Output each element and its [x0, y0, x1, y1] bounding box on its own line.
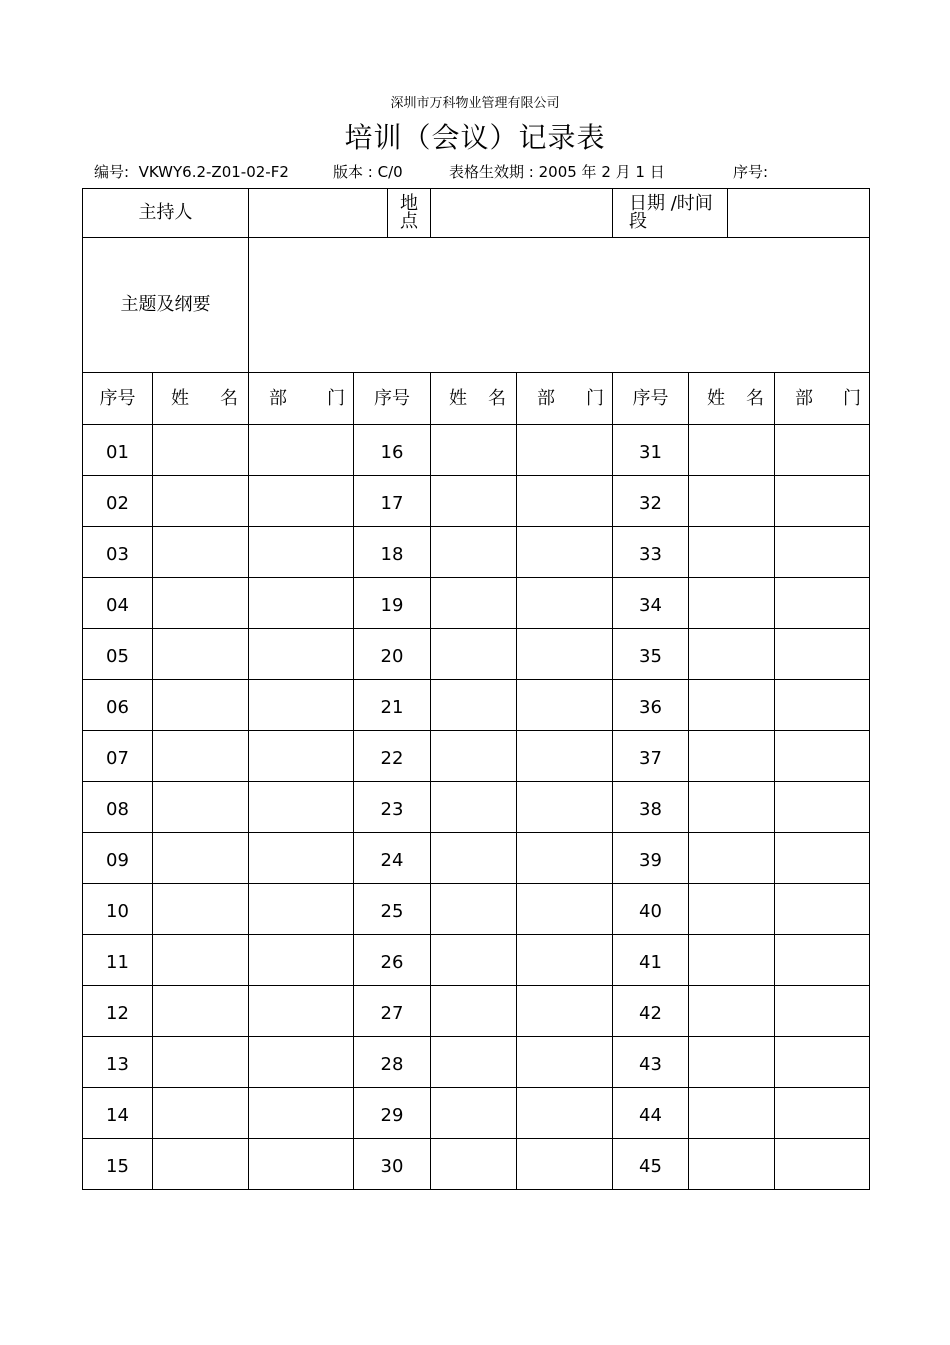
- page-title: 培训（会议）记录表: [344, 121, 606, 154]
- name-field[interactable]: [689, 731, 775, 782]
- location-field[interactable]: [431, 189, 613, 238]
- name-field[interactable]: [431, 680, 517, 731]
- name-field[interactable]: [153, 1037, 249, 1088]
- department-field[interactable]: [517, 986, 613, 1037]
- header-dept-2: 部 门: [517, 373, 613, 425]
- department-field[interactable]: [775, 1088, 870, 1139]
- seq-number-cell: 43: [613, 1037, 689, 1088]
- department-field[interactable]: [249, 986, 354, 1037]
- form-code-value: VKWY6.2-Z01-02-F2: [138, 163, 289, 181]
- name-field[interactable]: [689, 476, 775, 527]
- department-field[interactable]: [249, 1088, 354, 1139]
- table-row: [83, 680, 870, 731]
- seq-number-cell: 03: [83, 527, 153, 578]
- topic-field[interactable]: [249, 238, 870, 373]
- header-seq-1: 序号: [83, 373, 153, 425]
- department-field[interactable]: [249, 1139, 354, 1190]
- name-field[interactable]: [431, 527, 517, 578]
- name-field[interactable]: [431, 629, 517, 680]
- header-dept-1: 部 门: [249, 373, 354, 425]
- name-field[interactable]: [431, 425, 517, 476]
- department-field[interactable]: [249, 629, 354, 680]
- datetime-field[interactable]: [728, 189, 870, 238]
- name-field[interactable]: [431, 1037, 517, 1088]
- info-row: [83, 189, 870, 238]
- seq-number-cell: 36: [613, 680, 689, 731]
- department-field[interactable]: [775, 1037, 870, 1088]
- form-version-value: C/0: [377, 163, 403, 181]
- seq-number-cell: 06: [83, 680, 153, 731]
- department-field[interactable]: [775, 680, 870, 731]
- name-field[interactable]: [689, 1139, 775, 1190]
- department-field[interactable]: [517, 1037, 613, 1088]
- name-field[interactable]: [431, 782, 517, 833]
- department-field[interactable]: [249, 884, 354, 935]
- name-field[interactable]: [689, 1088, 775, 1139]
- seq-number-cell: 11: [83, 935, 153, 986]
- seq-number-cell: 33: [613, 527, 689, 578]
- header-name-3: 姓 名: [689, 373, 775, 425]
- table-row: [83, 629, 870, 680]
- seq-number-cell: 34: [613, 578, 689, 629]
- seq-number-cell: 42: [613, 986, 689, 1037]
- name-field[interactable]: [689, 935, 775, 986]
- name-field[interactable]: [153, 527, 249, 578]
- table-row: [83, 425, 870, 476]
- seq-number-cell: 45: [613, 1139, 689, 1190]
- name-field[interactable]: [431, 578, 517, 629]
- department-field[interactable]: [775, 833, 870, 884]
- department-field[interactable]: [249, 935, 354, 986]
- table-row: [83, 578, 870, 629]
- seq-number-cell: 26: [354, 935, 431, 986]
- header-name-2: 姓 名: [431, 373, 517, 425]
- department-field[interactable]: [775, 884, 870, 935]
- name-field[interactable]: [689, 833, 775, 884]
- department-field[interactable]: [517, 884, 613, 935]
- topic-row: [83, 238, 870, 373]
- form-effective-label: 表格生效期 :: [449, 163, 534, 181]
- seq-number-cell: 21: [354, 680, 431, 731]
- table-row: [83, 527, 870, 578]
- name-field[interactable]: [153, 782, 249, 833]
- name-field[interactable]: [153, 578, 249, 629]
- seq-number-cell: 17: [354, 476, 431, 527]
- department-field[interactable]: [517, 527, 613, 578]
- name-field[interactable]: [689, 986, 775, 1037]
- seq-number-cell: 29: [354, 1088, 431, 1139]
- name-field[interactable]: [153, 1139, 249, 1190]
- department-field[interactable]: [517, 476, 613, 527]
- name-field[interactable]: [431, 731, 517, 782]
- department-field[interactable]: [249, 731, 354, 782]
- department-field[interactable]: [517, 680, 613, 731]
- form-effective-date: [449, 161, 665, 182]
- location-label: 地点: [388, 189, 431, 238]
- table-row: [83, 935, 870, 986]
- name-field[interactable]: [689, 884, 775, 935]
- name-field[interactable]: [689, 680, 775, 731]
- seq-number-cell: 16: [354, 425, 431, 476]
- seq-number-cell: 37: [613, 731, 689, 782]
- record-table: [82, 188, 870, 1190]
- seq-number-cell: 01: [83, 425, 153, 476]
- seq-number-cell: 09: [83, 833, 153, 884]
- name-field[interactable]: [431, 833, 517, 884]
- seq-number-cell: 14: [83, 1088, 153, 1139]
- seq-number-cell: 19: [354, 578, 431, 629]
- seq-number-cell: 18: [354, 527, 431, 578]
- department-field[interactable]: [775, 578, 870, 629]
- department-field[interactable]: [517, 425, 613, 476]
- name-field[interactable]: [153, 986, 249, 1037]
- department-field[interactable]: [517, 731, 613, 782]
- department-field[interactable]: [775, 935, 870, 986]
- department-field[interactable]: [249, 833, 354, 884]
- department-field[interactable]: [517, 1088, 613, 1139]
- seq-number-cell: 23: [354, 782, 431, 833]
- form-version: [333, 161, 403, 182]
- table-row: [83, 731, 870, 782]
- header-name-1: 姓 名: [153, 373, 249, 425]
- department-field[interactable]: [249, 782, 354, 833]
- department-field[interactable]: [517, 578, 613, 629]
- seq-number-cell: 24: [354, 833, 431, 884]
- name-field[interactable]: [153, 1088, 249, 1139]
- department-field[interactable]: [775, 782, 870, 833]
- seq-number-cell: 39: [613, 833, 689, 884]
- seq-number-cell: 07: [83, 731, 153, 782]
- seq-number-cell: 12: [83, 986, 153, 1037]
- seq-number-cell: 10: [83, 884, 153, 935]
- name-field[interactable]: [431, 1088, 517, 1139]
- table-row: [83, 884, 870, 935]
- host-label: 主持人: [83, 189, 249, 238]
- department-field[interactable]: [775, 731, 870, 782]
- host-field[interactable]: [249, 189, 388, 238]
- table-row: [83, 782, 870, 833]
- seq-number-cell: 20: [354, 629, 431, 680]
- department-field[interactable]: [775, 986, 870, 1037]
- header-dept-3: 部 门: [775, 373, 870, 425]
- name-field[interactable]: [689, 782, 775, 833]
- table-row: [83, 1037, 870, 1088]
- name-field[interactable]: [689, 527, 775, 578]
- form-effective-value: 2005 年 2 月 1 日: [538, 163, 665, 181]
- department-field[interactable]: [517, 782, 613, 833]
- name-field[interactable]: [689, 425, 775, 476]
- department-field[interactable]: [249, 527, 354, 578]
- column-header-row: [83, 373, 870, 425]
- seq-number-cell: 30: [354, 1139, 431, 1190]
- department-field[interactable]: [775, 1139, 870, 1190]
- header-seq-2: 序号: [354, 373, 431, 425]
- seq-number-cell: 41: [613, 935, 689, 986]
- department-field[interactable]: [775, 629, 870, 680]
- department-field[interactable]: [517, 935, 613, 986]
- form-version-label: 版本 :: [333, 163, 373, 181]
- name-field[interactable]: [153, 731, 249, 782]
- datetime-label: 日期 /时间段: [613, 189, 728, 238]
- seq-number-cell: 31: [613, 425, 689, 476]
- name-field[interactable]: [153, 680, 249, 731]
- seq-number-cell: 44: [613, 1088, 689, 1139]
- name-field[interactable]: [431, 935, 517, 986]
- seq-number-cell: 25: [354, 884, 431, 935]
- department-field[interactable]: [517, 629, 613, 680]
- seq-number-cell: 27: [354, 986, 431, 1037]
- header-seq-3: 序号: [613, 373, 689, 425]
- seq-number-cell: 13: [83, 1037, 153, 1088]
- company-name: 深圳市万科物业管理有限公司: [390, 96, 560, 111]
- department-field[interactable]: [775, 527, 870, 578]
- name-field[interactable]: [153, 425, 249, 476]
- name-field[interactable]: [689, 629, 775, 680]
- seq-number-cell: 35: [613, 629, 689, 680]
- seq-number-cell: 38: [613, 782, 689, 833]
- name-field[interactable]: [153, 935, 249, 986]
- name-field[interactable]: [153, 833, 249, 884]
- table-row: [83, 1139, 870, 1190]
- name-field[interactable]: [431, 476, 517, 527]
- name-field[interactable]: [689, 1037, 775, 1088]
- seq-number-cell: 32: [613, 476, 689, 527]
- table-row: [83, 986, 870, 1037]
- name-field[interactable]: [153, 476, 249, 527]
- seq-number-cell: 02: [83, 476, 153, 527]
- seq-number-cell: 40: [613, 884, 689, 935]
- department-field[interactable]: [775, 476, 870, 527]
- department-field[interactable]: [775, 425, 870, 476]
- seq-number-cell: 05: [83, 629, 153, 680]
- department-field[interactable]: [517, 1139, 613, 1190]
- table-row: [83, 476, 870, 527]
- name-field[interactable]: [431, 884, 517, 935]
- table-row: [83, 833, 870, 884]
- seq-number-cell: 15: [83, 1139, 153, 1190]
- department-field[interactable]: [249, 425, 354, 476]
- name-field[interactable]: [689, 578, 775, 629]
- seq-number-cell: 22: [354, 731, 431, 782]
- seq-number-cell: 08: [83, 782, 153, 833]
- form-code: [94, 161, 289, 182]
- seq-number-cell: 04: [83, 578, 153, 629]
- department-field[interactable]: [517, 833, 613, 884]
- department-field[interactable]: [249, 680, 354, 731]
- form-seq-label: 序号:: [733, 163, 769, 181]
- table-row: [83, 1088, 870, 1139]
- name-field[interactable]: [431, 986, 517, 1037]
- name-field[interactable]: [431, 1139, 517, 1190]
- department-field[interactable]: [249, 578, 354, 629]
- form-code-label: 编号:: [94, 163, 130, 181]
- department-field[interactable]: [249, 1037, 354, 1088]
- topic-label: 主题及纲要: [83, 238, 249, 373]
- name-field[interactable]: [153, 629, 249, 680]
- department-field[interactable]: [249, 476, 354, 527]
- form-seq: [733, 161, 768, 182]
- name-field[interactable]: [153, 884, 249, 935]
- seq-number-cell: 28: [354, 1037, 431, 1088]
